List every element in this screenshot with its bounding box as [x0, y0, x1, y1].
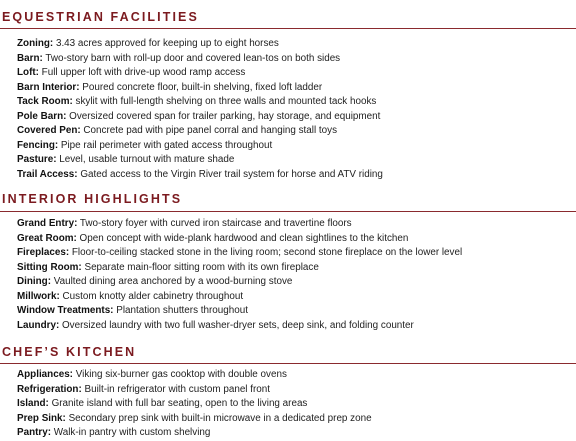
item-term: Fireplaces:: [17, 247, 70, 258]
feature-list: [17, 37, 383, 182]
list-item: [17, 168, 383, 183]
section-divider: [0, 28, 576, 29]
item-text: Two-story barn with roll-up door and covered lean-tos on both sides: [42, 52, 341, 64]
item-text: Built-in refrigerator with custom panel front: [81, 383, 271, 395]
item-term: Refrigeration:: [17, 383, 82, 395]
item-term: Covered Pen:: [17, 125, 81, 136]
section-title: INTERIOR HIGHLIGHTS: [2, 192, 183, 206]
item-term: Window Treatments:: [17, 305, 114, 316]
list-item: [17, 397, 372, 412]
list-item: [17, 153, 383, 168]
item-term: Millwork:: [17, 290, 60, 302]
item-text: Pipe rail perimeter with gated access throughout: [58, 139, 273, 151]
list-item: [17, 275, 462, 290]
list-item: [17, 368, 372, 383]
item-text: Oversized laundry with two full washer-dryer sets, deep sink, and folding counter: [59, 319, 414, 331]
item-text: skylit with full-length shelving on three walls and mounted tack hooks: [72, 96, 377, 107]
list-item: [17, 246, 462, 261]
item-text: Custom knotty alder cabinetry throughout: [59, 290, 244, 302]
item-term: Pantry:: [17, 427, 52, 438]
item-text: Walk-in pantry with custom shelving: [51, 427, 211, 438]
list-item: [17, 110, 383, 125]
item-text: Poured concrete floor, built-in shelving, fixed loft ladder: [79, 81, 323, 93]
list-item: [17, 383, 372, 398]
item-text: Full upper loft with drive-up wood ramp access: [38, 67, 246, 78]
list-item: [17, 290, 462, 305]
item-term: Grand Entry:: [17, 218, 78, 229]
item-text: Plantation shutters throughout: [113, 305, 248, 316]
feature-list: [17, 217, 462, 333]
item-text: Viking six-burner gas cooktop with double ovens: [72, 369, 287, 380]
item-term: Laundry:: [17, 319, 60, 331]
item-text: Two-story foyer with curved iron staircase and travertine floors: [77, 218, 352, 229]
item-term: Zoning:: [17, 38, 54, 49]
list-item: [17, 319, 462, 334]
section-title: CHEF’S KITCHEN: [2, 345, 137, 359]
item-term: Pasture:: [17, 154, 57, 165]
item-text: Floor-to-ceiling stacked stone in the living room; second stone fireplace on the lower level: [69, 247, 463, 258]
list-item: [17, 304, 462, 319]
item-term: Appliances:: [17, 369, 73, 380]
item-term: Great Room:: [17, 232, 77, 244]
item-text: Open concept with wide-plank hardwood and clean sightlines to the kitchen: [76, 232, 409, 244]
list-item: [17, 426, 372, 441]
item-text: Granite island with full bar seating, open to the living areas: [48, 398, 308, 409]
list-item: [17, 139, 383, 154]
list-item: [17, 217, 462, 232]
item-text: 3.43 acres approved for keeping up to eight horses: [53, 38, 279, 49]
item-term: Barn Interior:: [17, 81, 80, 93]
item-text: Oversized covered span for trailer parking, hay storage, and equipment: [66, 110, 381, 122]
list-item: [17, 37, 383, 52]
item-term: Island:: [17, 398, 49, 409]
item-term: Trail Access:: [17, 168, 78, 180]
item-term: Pole Barn:: [17, 110, 67, 122]
item-text: Level, usable turnout with mature shade: [56, 154, 235, 165]
section-divider: [0, 363, 576, 364]
list-item: [17, 81, 383, 96]
item-term: Loft:: [17, 67, 39, 78]
list-item: [17, 124, 383, 139]
feature-list: [17, 368, 372, 441]
item-term: Tack Room:: [17, 96, 73, 107]
item-text: Vaulted dining area anchored by a wood-burning stove: [51, 276, 293, 287]
item-term: Prep Sink:: [17, 412, 66, 424]
list-item: [17, 52, 383, 67]
list-item: [17, 95, 383, 110]
item-term: Sitting Room:: [17, 261, 82, 273]
item-text: Secondary prep sink with built-in microwave in a dedicated prep zone: [65, 412, 372, 424]
item-term: Fencing:: [17, 139, 59, 151]
item-term: Barn:: [17, 52, 43, 64]
item-term: Dining:: [17, 276, 52, 287]
section-title: EQUESTRIAN FACILITIES: [2, 10, 199, 24]
section-divider: [0, 211, 576, 212]
list-item: [17, 261, 462, 276]
item-text: Concrete pad with pipe panel corral and hanging stall toys: [80, 125, 338, 136]
list-item: [17, 66, 383, 81]
list-item: [17, 232, 462, 247]
list-item: [17, 412, 372, 427]
item-text: Gated access to the Virgin River trail system for horse and ATV riding: [77, 168, 383, 180]
item-text: Separate main-floor sitting room with its own fireplace: [81, 261, 319, 273]
